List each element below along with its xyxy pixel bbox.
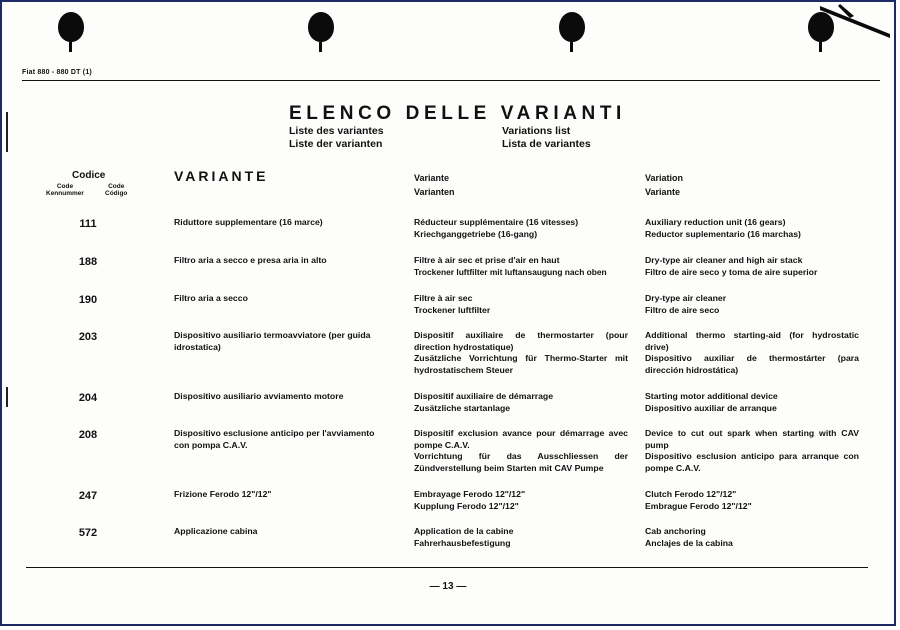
page-title: ELENCO DELLE VARIANTI <box>289 103 626 124</box>
variant-de: Kriechganggetriebe (16-gang) <box>414 228 538 239</box>
column-header-fr-de <box>414 171 455 199</box>
binder-hole <box>308 12 334 42</box>
subtitle-en: Variations list <box>502 125 571 137</box>
binder-hole <box>559 12 585 42</box>
variant-it: Dispositivo ausiliario termoavviatore (per guida idrostatica) <box>174 330 371 352</box>
code-fr-label: Code <box>56 183 74 190</box>
variant-fr: Filtre à air sec et prise d'air en haut <box>414 255 560 265</box>
variant-es: Embrague Ferodo 12"/12" <box>645 500 752 511</box>
subtitle-es: Lista de variantes <box>502 137 591 150</box>
variant-fr-de <box>414 428 628 474</box>
column-header-codice: Codice <box>72 170 106 181</box>
variant-en: Dry-type air cleaner <box>645 293 727 303</box>
variant-en: Device to cut out spark when starting with CAV pump <box>645 428 859 450</box>
subtitle-group-left <box>289 125 384 150</box>
variant-de: Trockener luftfilter <box>414 304 491 315</box>
variant-en-es <box>645 330 859 376</box>
column-subheader-code-en-es <box>105 183 127 197</box>
variant-it: Frizione Ferodo 12"/12" <box>174 489 272 499</box>
variant-en-es <box>645 428 859 474</box>
variant-fr-de <box>414 293 628 316</box>
variant-es: Filtro de aire seco <box>645 304 720 315</box>
variant-fr: Dispositif auxiliaire de thermostarter (pour direction hydrostatique) <box>414 330 628 352</box>
column-subheader-code-fr-de <box>46 183 84 197</box>
variant-en-es <box>645 526 859 549</box>
variant-de: Trockener luftfilter mit luftansaugung nach oben <box>414 266 607 277</box>
subtitle-fr: Liste des variantes <box>289 125 384 137</box>
variant-en: Clutch Ferodo 12"/12" <box>645 489 737 499</box>
variant-code: 188 <box>78 256 98 268</box>
variation-en-label: Variation <box>645 173 684 183</box>
variante-fr-label: Variante <box>414 173 450 183</box>
variant-code: 203 <box>78 331 98 343</box>
variant-code: 204 <box>78 392 98 404</box>
variant-en: Additional thermo starting-aid (for hydrostatic drive) <box>645 330 859 352</box>
variant-en-es <box>645 489 859 512</box>
variant-es: Anclajes de la cabina <box>645 537 733 548</box>
binder-hole <box>58 12 84 42</box>
variant-it: Filtro aria a secco <box>174 293 248 303</box>
variant-de: Kupplung Ferodo 12"/12" <box>414 500 519 511</box>
variant-en-es <box>645 391 859 414</box>
variant-fr-de <box>414 255 628 278</box>
variant-en-es <box>645 217 859 240</box>
subtitle-de: Liste der varianten <box>289 137 383 150</box>
variant-es: Dispositivo auxiliar de arranque <box>645 402 777 413</box>
variant-fr-de <box>414 217 628 240</box>
bottom-rule <box>26 567 868 568</box>
variant-fr: Dispositif exclusion avance pour démarrage avec pompe C.A.V. <box>414 428 628 450</box>
page-number: — 13 — <box>429 581 467 592</box>
variant-code: 111 <box>79 218 97 230</box>
variant-it: Dispositivo esclusione anticipo per l'avviamento con pompa C.A.V. <box>174 428 375 450</box>
variant-code: 208 <box>78 429 98 441</box>
variant-fr: Dispositif auxiliaire de démarrage <box>414 391 554 401</box>
variant-it: Riduttore supplementare (16 marce) <box>174 217 323 227</box>
variant-en: Dry-type air cleaner and high air stack <box>645 255 803 265</box>
column-header-variante: VARIANTE <box>174 168 269 184</box>
column-header-en-es <box>645 171 683 199</box>
variant-fr-de <box>414 489 628 512</box>
variant-es: Dispositivo auxiliar de thermostárter (para dirección hidrostática) <box>645 353 859 375</box>
variant-en: Starting motor additional device <box>645 391 778 401</box>
variant-it: Filtro aria a secco e presa aria in alto <box>174 255 327 265</box>
variant-fr-de <box>414 330 628 376</box>
model-label: Fiat 880 - 880 DT (1) <box>22 69 92 76</box>
variant-es: Filtro de aire seco y toma de aire superior <box>645 266 818 277</box>
code-de-label: Kennummer <box>46 190 84 197</box>
code-es-label: Código <box>105 190 128 197</box>
variant-it: Applicazione cabina <box>174 526 258 536</box>
variant-de: Zusätzliche Vorrichtung für Thermo-Starter mit hydrostatischem Steuer <box>414 353 628 375</box>
binder-clip-mark <box>820 4 890 38</box>
variant-en-es <box>645 255 859 278</box>
variant-en: Cab anchoring <box>645 526 706 536</box>
margin-mark <box>6 112 8 152</box>
variant-fr: Application de la cabine <box>414 526 514 536</box>
variant-fr: Embrayage Ferodo 12"/12" <box>414 489 526 499</box>
variant-code: 247 <box>78 490 98 502</box>
variant-de: Vorrichtung für das Ausschliessen der Zündverstellung beim Starten mit CAV Pumpe <box>414 451 628 473</box>
variant-fr-de <box>414 391 628 414</box>
variant-it: Dispositivo ausiliario avviamento motore <box>174 391 344 401</box>
variant-es: Reductor suplementario (16 marchas) <box>645 228 801 239</box>
subtitle-group-right <box>502 125 591 150</box>
variant-en-es <box>645 293 859 316</box>
variant-de: Zusätzliche startanlage <box>414 402 511 413</box>
variant-fr-de <box>414 526 628 549</box>
variant-en: Auxiliary reduction unit (16 gears) <box>645 217 786 227</box>
variant-es: Dispositivo esclusion anticipo para arranque con pompe C.A.V. <box>645 451 859 473</box>
varianten-de-label: Varianten <box>414 187 455 197</box>
variant-fr: Filtre à air sec <box>414 293 473 303</box>
code-en-label: Code <box>108 183 125 190</box>
top-rule <box>22 80 880 81</box>
variant-de: Fahrerhausbefestigung <box>414 537 511 548</box>
variant-code: 190 <box>78 294 98 306</box>
margin-mark <box>6 387 8 407</box>
variante-es-label: Variante <box>645 187 681 197</box>
variant-fr: Réducteur supplémentaire (16 vitesses) <box>414 217 579 227</box>
variant-code: 572 <box>78 527 98 539</box>
